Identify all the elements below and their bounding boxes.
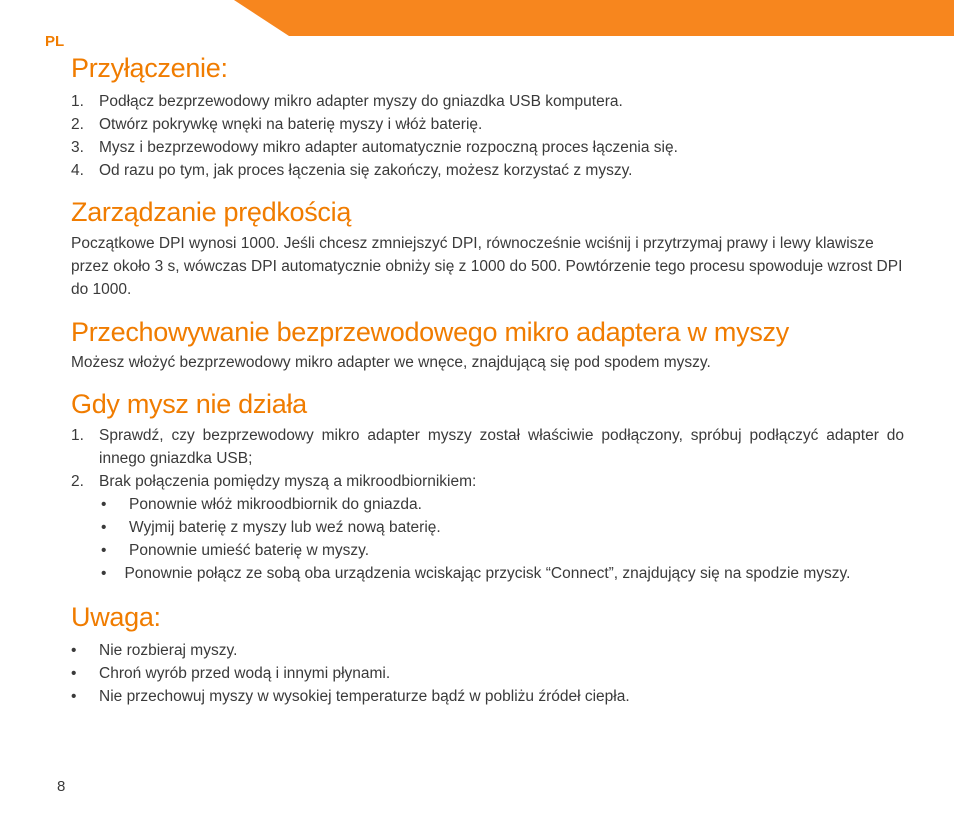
list-item: • Chroń wyrób przed wodą i innymi płynami. [71,665,391,682]
sub-list-item: • Ponownie umieść baterię w myszy. [101,542,370,559]
storage-text: Możesz włożyć bezprzewodowy mikro adapter we wnęce, znajdującą się pod spodem myszy. [71,354,711,371]
language-label: PL [45,33,65,50]
section-title-speed: Zarządzanie prędkością [71,197,352,227]
trouble-steps [71,424,904,585]
page-content [71,52,904,708]
list-item: 1. Sprawdź, czy bezprzewodowy mikro adapter myszy został właściwie podłączony, spróbuj podłączyć adapter do innego gniazdka USB; [71,427,904,467]
section-title-note: Uwaga: [71,602,161,632]
list-item: 2. Otwórz pokrywkę wnęki na baterię myszy i włóż baterię. [71,116,483,133]
list-item: • Nie rozbieraj myszy. [71,642,238,659]
note-list [71,639,904,708]
connect-steps [71,90,904,182]
sub-list-item: • Ponownie włóż mikroodbiornik do gniazda. [101,496,422,513]
list-item: 3. Mysz i bezprzewodowy mikro adapter automatycznie rozpoczną proces łączenia się. [71,139,678,156]
list-item: 2. Brak połączenia pomiędzy myszą a mikroodbiornikiem: • Ponownie włóż mikroodbiornik do gniazda. • Wyjmij baterię z myszy lub weź nową baterię. • Ponownie umieść baterię w myszy. • Ponownie połącz ze sobą oba urządzenia wciskając przycisk “Connect”, znajdujący się na spodzie myszy. [71,470,904,585]
section-title-connect: Przyłączenie: [71,53,228,83]
trouble-sub-list [99,493,904,585]
page-number: 8 [57,778,66,795]
header-accent-bar [234,0,954,36]
sub-list-item: • Wyjmij baterię z myszy lub weź nową baterię. [101,519,441,536]
list-item: 1. Podłącz bezprzewodowy mikro adapter myszy do gniazdka USB komputera. [71,93,623,110]
list-item: 4. Od razu po tym, jak proces łączenia się zakończy, możesz korzystać z myszy. [71,162,633,179]
speed-text: Początkowe DPI wynosi 1000. Jeśli chcesz zmniejszyć DPI, równocześnie wciśnij i przytrzymaj prawy i lewy klawisze przez około 3 s, wówczas DPI automatycznie obniży się z 1000 do 500. Powtórzenie tego procesu spowoduje wzrost DPI do 1000. [71,235,903,298]
sub-list-item: • Ponownie połącz ze sobą oba urządzenia wciskając przycisk “Connect”, znajdujący się na spodzie myszy. [101,565,851,582]
section-title-storage: Przechowywanie bezprzewodowego mikro adaptera w myszy [71,317,789,347]
list-item: • Nie przechowuj myszy w wysokiej temperaturze bądź w pobliżu źródeł ciepła. [71,688,630,705]
section-title-trouble: Gdy mysz nie działa [71,389,307,419]
